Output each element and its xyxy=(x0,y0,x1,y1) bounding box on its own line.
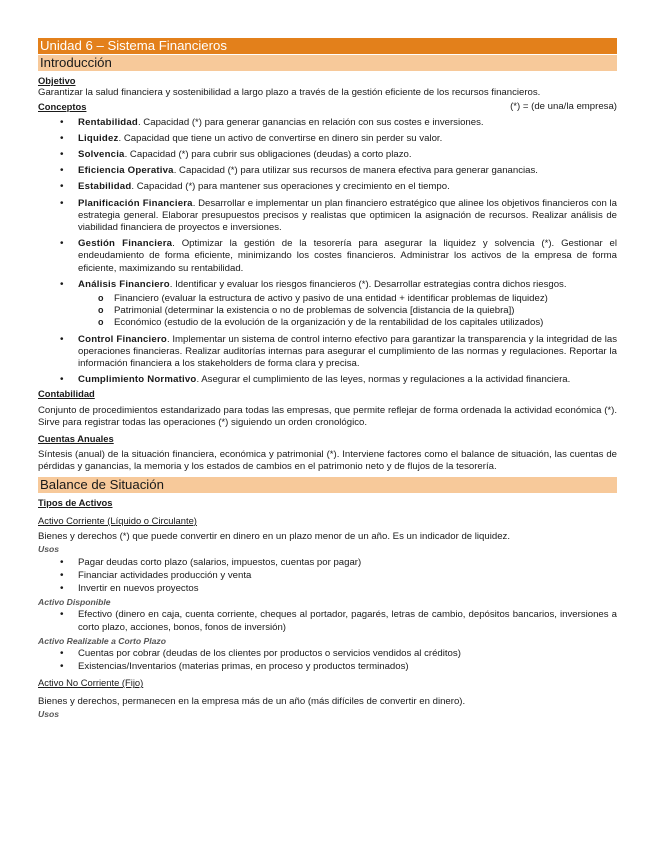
activo-disponible-label: Activo Disponible xyxy=(38,597,111,608)
realizable-list xyxy=(38,648,617,673)
list-item: • Cuentas por cobrar (deudas de los clientes por productos o servicios vendidos al créditos) xyxy=(78,648,617,660)
list-item: • Solvencia. Capacidad (*) para cubrir sus obligaciones (deudas) a corto plazo. xyxy=(78,149,617,161)
conceptos-label: Conceptos xyxy=(38,101,87,113)
usos-list xyxy=(38,557,617,596)
activo-no-corriente-text: Bienes y derechos, permanecen en la empresa más de un año (más difíciles de convertir en dinero). xyxy=(38,695,466,707)
analisis-sublist xyxy=(78,293,617,330)
list-item: • Planificación Financiera. Desarrollar e implementar un plan financiero estratégico que alinee los objetivos financieros con la estrategia general. Elaborar presupuestos precisos y realistas que optimicen la asignación de recursos. Realizar análisis de viabilidad financiera de proyectos e inversiones. xyxy=(78,198,617,235)
list-item: • Pagar deudas corto plazo (salarios, impuestos, cuentas por pagar) xyxy=(78,557,617,569)
disponible-list xyxy=(38,609,617,633)
sub-list-item: o Patrimonial (determinar la existencia o no de problemas de solvencia [distancia de la quiebra]) xyxy=(114,305,617,317)
tipos-activos-label: Tipos de Activos xyxy=(38,496,113,508)
list-item: • Control Financiero. Implementar un sistema de control interno efectivo para garantizar la transparencia y la integridad de las operaciones financieras. Realizar auditorías internas para asegurar el cumplimiento de las normas y regulaciones. Reportar la información financiera a los stakeholders de forma clara y precisa. xyxy=(78,334,617,371)
activo-no-corriente-label: Activo No Corriente (Fijo) xyxy=(38,677,144,689)
list-item: • Gestión Financiera. Optimizar la gestión de la tesorería para asegurar la liquidez y solvencia (*). Gestionar el endeudamiento de forma eficiente, minimizando los costes financieros. Administrar los activos de la empresa de forma eficiente, maximizando su rentabilidad. xyxy=(78,238,617,275)
cuentas-label: Cuentas Anuales xyxy=(38,433,114,445)
conceptos-list xyxy=(38,117,617,387)
objetivo-label: Objetivo xyxy=(38,75,76,86)
list-item: • Cumplimiento Normativo. Asegurar el cumplimiento de las leyes, normas y regulaciones a la actividad financiera. xyxy=(78,374,617,386)
activo-realizable-label: Activo Realizable a Corto Plazo xyxy=(38,635,166,646)
section-heading-balance: Balance de Situación xyxy=(38,477,617,493)
sub-list-item: o Económico (estudio de la evolución de la organización y de la rentabilidad de los capitales utilizados) xyxy=(114,317,617,329)
usos-label-2: Usos xyxy=(38,708,60,719)
list-item: • Existencias/Inventarios (materias primas, en proceso y productos terminados) xyxy=(78,661,617,673)
conceptos-note: (*) = (de una/la empresa) xyxy=(510,101,617,113)
list-item: • Efectivo (dinero en caja, cuenta corriente, cheques al portador, pagarés, letras de cambio, depósitos bancarios, inversiones a corto plazo, acciones, bonos, fonos de inversión) xyxy=(78,609,617,633)
section-heading-introduccion: Introducción xyxy=(38,55,617,71)
conceptos-row xyxy=(38,101,617,113)
list-item: • Eficiencia Operativa. Capacidad (*) para utilizar sus recursos de manera efectiva para generar ganancias. xyxy=(78,165,617,177)
cuentas-text: Síntesis (anual) de la situación financiera, económica y patrimonial (*). Interviene factores como el balance de situación, las cuentas de pérdidas y ganancias, la memoria y los estados de cambios en el patrimonio neto y de flujos de la tesorería. xyxy=(38,449,617,473)
list-item: • Financiar actividades producción y venta xyxy=(78,570,617,582)
activo-corriente-label: Activo Corriente (Líquido o Circulante) xyxy=(38,514,197,526)
list-item: • Invertir en nuevos proyectos xyxy=(78,583,617,595)
unit-title: Unidad 6 – Sistema Financieros xyxy=(38,38,617,54)
contabilidad-label: Contabilidad xyxy=(38,388,95,400)
sub-list-item: o Financiero (evaluar la estructura de activo y pasivo de una entidad + identificar problemas de liquidez) xyxy=(114,293,617,305)
contabilidad-text: Conjunto de procedimientos estandarizado para todas las empresas, que permite reflejar de forma ordenada la actividad económica (*). Sirve para registrar todas las operaciones (*) siguiendo un orden cronológico. xyxy=(38,404,617,428)
objetivo-text: Garantizar la salud financiera y sostenibilidad a largo plazo a través de la gestión eficiente de los recursos financieros. xyxy=(38,87,541,99)
list-item: • Estabilidad. Capacidad (*) para mantener sus operaciones y crecimiento en el tiempo. xyxy=(78,181,617,193)
list-item: • Rentabilidad. Capacidad (*) para generar ganancias en relación con sus costes e inversiones. xyxy=(78,117,617,129)
list-item: • Liquidez. Capacidad que tiene un activo de convertirse en dinero sin perder su valor. xyxy=(78,133,617,145)
list-item: • Análisis Financiero. Identificar y evaluar los riesgos financieros (*). Desarrollar estrategias contra dichos riesgos. o Financiero (evaluar la estructura de activo y pasivo de una entidad + identificar problemas de liquidez) o Patrimonial (determinar la existencia o no de problemas de solvencia [distancia de la quiebra]) o Económico (estudio de la evolución de la organización y de la rentabilidad de los capitales utilizados) xyxy=(78,279,617,330)
activo-corriente-text: Bienes y derechos (*) que puede convertir en dinero en un plazo menor de un año. Es un indicador de liquidez. xyxy=(38,531,510,543)
usos-label: Usos xyxy=(38,544,60,555)
